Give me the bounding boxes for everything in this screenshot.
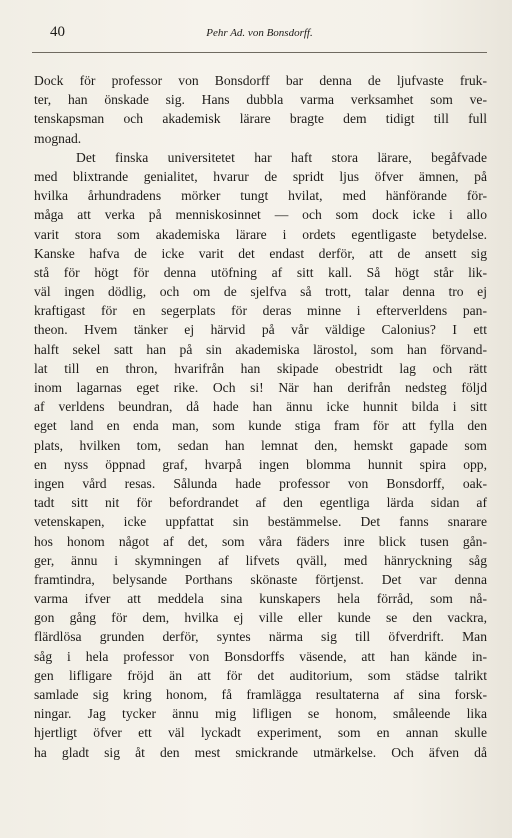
text-line: gon gång för dem, hvilka ej ville eller kunde se den vackra, [34,610,487,626]
text-line: gen lifligare fröjd än att för det auditorium, som städse talrikt [34,667,487,683]
text-line: ger, ännu i skymningen af lifvets qväll, med hänryckning såg [34,552,487,568]
running-head: Pehr Ad. von Bonsdorff. [206,27,313,39]
text-line: mognad. [34,130,82,146]
text-line: en nyss öppnad graf, hvarpå ingen blomma hunnit spira opp, [34,456,487,472]
text-line: hos honom något af det, som våra fäders inre blick tusen gån- [34,533,487,549]
text-line: med blixtrande genialitet, hvarur de spridt ljus öfver ämnen, på [34,168,487,184]
text-line: varit stora som akademiska lärare i ordets egentligaste betydelse. [34,226,487,242]
text-line: tenskapsman och akademisk lärare bragte dem tidigt till full [34,111,487,127]
body-text [34,71,487,762]
text-line: plats, hvilken tom, sedan han lemnat den, hemskt gapade som [34,437,487,453]
text-line: framtindra, belysande Porthans skönaste förtjenst. Det var denna [34,571,487,587]
text-line: Det finska universitetet har haft stora lärare, begåfvade [76,149,487,165]
text-line: flärdlösa grunden derför, syntes närma sig till öfverdrift. Man [34,629,487,645]
text-line: vetenskapen, icke uppfattat sin bestämmelse. Det fanns snarare [34,514,487,530]
text-line: hvilka århundradens mörker tungt hvilat, med hänförande för- [34,188,487,204]
text-line: eget land en enda man, som kunde stiga fram för att fylla den [34,418,487,434]
text-line: ningar. Jag tycker ännu mig lifligen se honom, småleende lika [34,706,487,722]
text-line: såg i hela professor von Bonsdorffs väsende, att han kände in- [34,648,487,664]
page-header [32,24,487,44]
text-line: väl ingen dödlig, och om de sjelfva så trott, talar denna tro ej [34,284,487,300]
text-line: kraftigast för en segerplats för deras minne i efterverldens pan- [34,303,487,319]
header-rule [32,52,487,53]
text-line: Dock för professor von Bonsdorff bar denna de ljufvaste fruk- [34,73,487,88]
text-line: af verldens beundran, då hade han ännu icke hunnit bilda i sitt [34,399,487,415]
text-line: måga att verka på menniskosinnet — och som dock icke i allo [34,207,487,223]
text-line: theon. Hvem tänker ej härvid på vår väldige Calonius? I ett [34,322,487,338]
text-line: varma ifver att meddela sina kunskapers hela förråd, som nå- [34,591,487,607]
page-number: 40 [50,24,65,40]
text-line: samlade sig kring honom, få framlägga resultaterna af sina forsk- [34,687,487,702]
text-line: ingen vård resas. Sålunda hade professor von Bonsdorff, oak- [34,475,487,491]
text-line: inom lagarnas eget rike. Och si! När han derifrån nedsteg följd [34,380,487,395]
text-line: lat till en thron, hvarifrån han skipade obestridt lag och rätt [34,360,487,376]
text-line: hjertligt öfver ett väl lyckadt experiment, som en annan skulle [34,725,487,741]
text-line: tadt sitt nit för befordrandet af den egentliga lärda sidan af [34,495,487,511]
text-line: stå för högt för denna utöfning af sitt kall. Så högt står lik- [34,264,487,280]
text-line: halft sekel satt han på sin akademiska lärostol, som han förvand- [34,341,487,357]
text-line: ter, han önskade sig. Hans dubbla varma verksamhet som ve- [34,92,487,108]
text-line: ha gladt sig åt den mest smickrande utmärkelse. Och äfven då [34,744,487,760]
text-line: Kanske hafva de icke varit det endast derför, att de ansett sig [34,245,487,261]
